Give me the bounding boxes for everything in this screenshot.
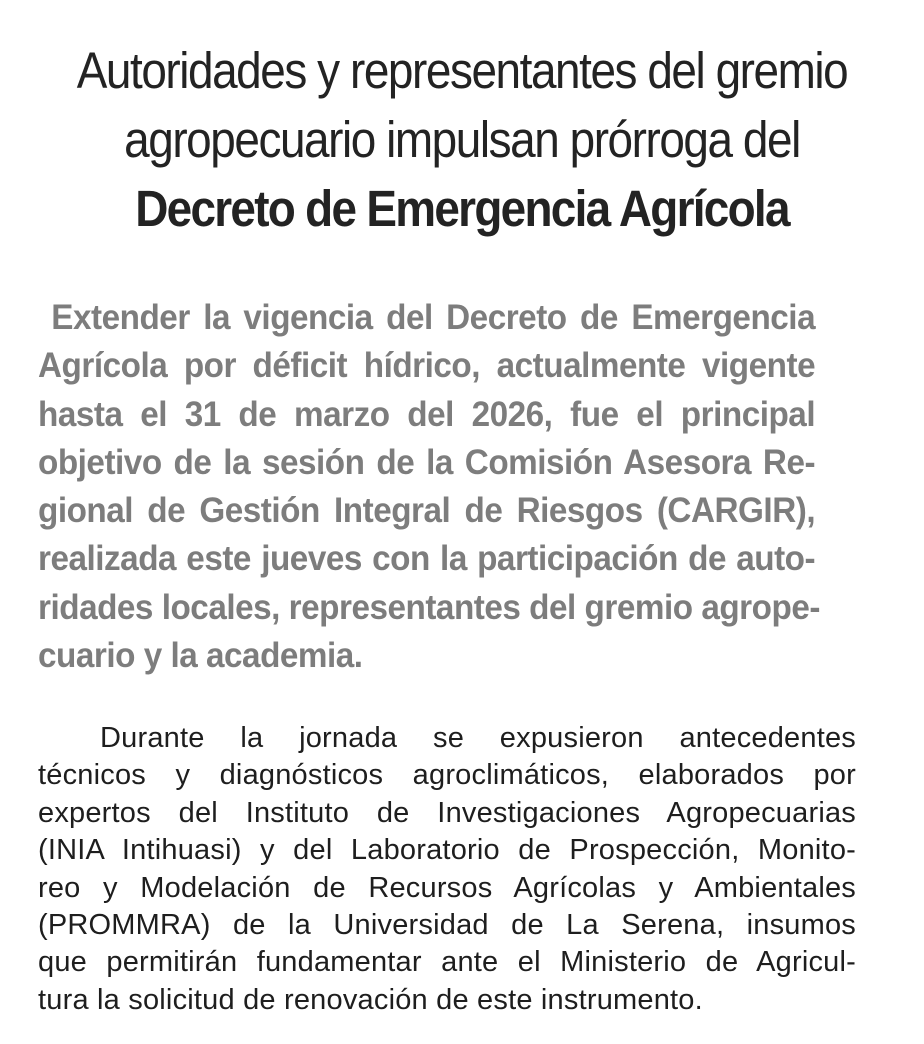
headline-line-1: Autoridades y representantes del gremio xyxy=(76,42,848,99)
lead-line: ridades locales, representantes del gremio agrope- xyxy=(38,587,820,627)
article-body xyxy=(38,720,856,1019)
lead-line: realizada este jueves con la participación de auto- xyxy=(38,539,816,579)
body-line: (INIA Intihuasi) y del Laboratorio de Prospección, Monito- xyxy=(38,834,856,867)
lead-line: gional de Gestión Integral de Riesgos (CARGIR), xyxy=(38,491,816,531)
headline-line-2: agropecuario impulsan prórroga del xyxy=(124,111,800,168)
body-line: (PROMMRA) de la Universidad de La Serena, insumos xyxy=(38,909,856,942)
article-headline xyxy=(20,36,904,243)
lead-line: Agrícola por déficit hídrico, actualmente vigente xyxy=(38,346,816,386)
lead-line: cuario y la academia. xyxy=(38,636,363,676)
body-line: Durante la jornada se expusieron antecedentes xyxy=(100,722,856,754)
body-line: que permitirán fundamentar ante el Ministerio de Agricul- xyxy=(38,946,856,979)
body-line: técnicos y diagnósticos agroclimáticos, elaborados por xyxy=(38,759,856,792)
headline-line-3: Decreto de Emergencia Agrícola xyxy=(135,180,789,237)
lead-line: hasta el 31 de marzo del 2026, fue el principal xyxy=(38,394,816,434)
body-line: expertos del Instituto de Investigaciones Agropecuarias xyxy=(38,796,856,829)
body-line: tura la solicitud de renovación de este instrumento. xyxy=(38,983,703,1016)
body-line: reo y Modelación de Recursos Agrícolas y Ambientales xyxy=(38,871,856,904)
lead-line: objetivo de la sesión de la Comisión Asesora Re- xyxy=(38,442,816,482)
article-lead xyxy=(38,294,856,680)
lead-line: Extender la vigencia del Decreto de Emergencia xyxy=(51,298,816,337)
